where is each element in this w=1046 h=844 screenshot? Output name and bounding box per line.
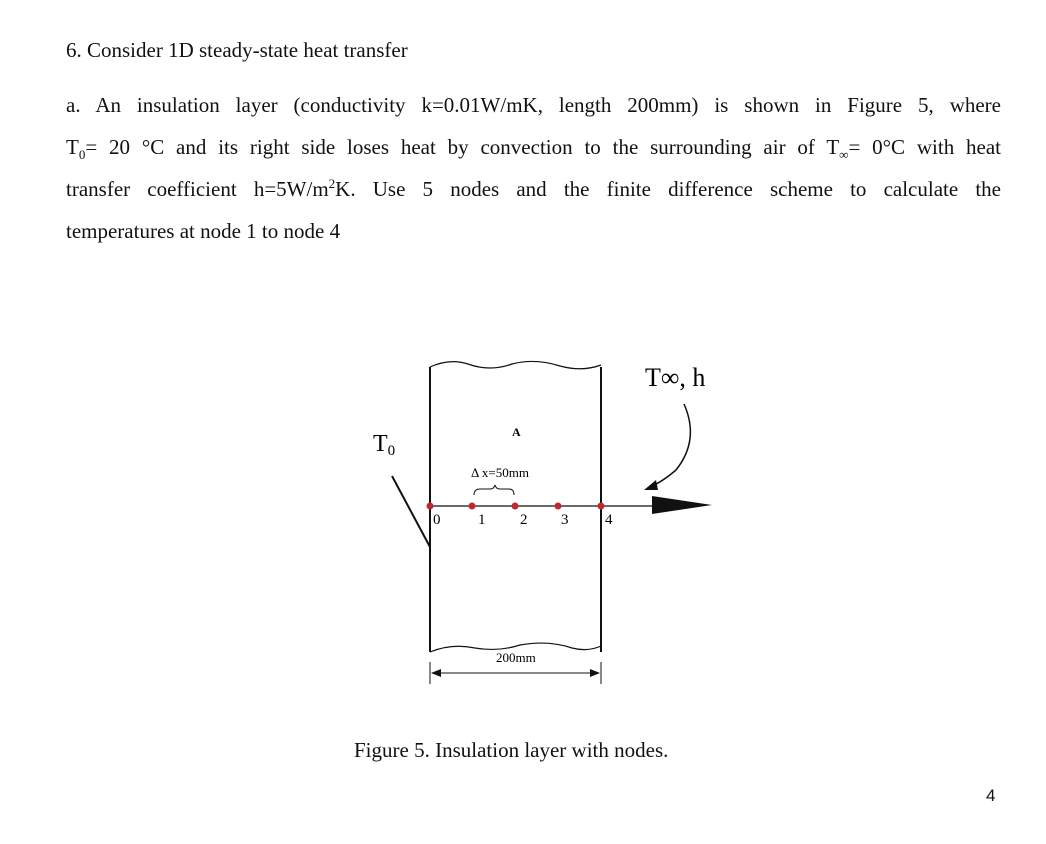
convection-arrowhead	[644, 480, 658, 490]
node-4	[598, 503, 605, 510]
line-3-start: transfer coefficient h=5W/m	[66, 177, 329, 201]
convection-label: T∞, h	[645, 363, 706, 392]
figure-caption: Figure 5. Insulation layer with nodes.	[354, 738, 669, 762]
node-label-0: 0	[433, 512, 441, 528]
line-2-end: = 0°C with heat	[848, 135, 1001, 159]
page-number: 4	[986, 786, 996, 805]
node-2	[512, 503, 519, 510]
area-label: A	[512, 425, 521, 439]
node-0	[427, 503, 434, 510]
node-label-2: 2	[520, 512, 528, 528]
squared-superscript: 2	[328, 176, 336, 191]
length-label: 200mm	[496, 650, 536, 665]
dimension-arrow-left	[431, 669, 441, 677]
node-label-3: 3	[561, 512, 569, 528]
convection-curve-arrow	[650, 404, 690, 487]
dimension-arrow-right	[590, 669, 600, 677]
t0-label: T0	[373, 431, 396, 459]
part-a-line-4: temperatures at node 1 to node 4	[66, 219, 341, 243]
node-label-1: 1	[478, 512, 486, 528]
line-3-end: K. Use 5 nodes and the finite difference scheme to calculate the	[335, 177, 1001, 201]
t0-symbol: T	[66, 135, 79, 159]
question-heading: 6. Consider 1D steady-state heat transfer	[66, 38, 408, 62]
heat-flow-arrow	[652, 496, 712, 514]
t0-pointer-line	[392, 476, 430, 547]
part-a-line-1: a. An insulation layer (conductivity k=0.01W/mK, length 200mm) is shown in Figure 5, where	[66, 93, 1001, 117]
delta-x-label: Δ x=50mm	[471, 465, 529, 480]
node-1	[469, 503, 476, 510]
delta-x-brace	[474, 485, 514, 495]
node-3	[555, 503, 562, 510]
t-inf-subscript: ∞	[839, 147, 849, 163]
node-label-4: 4	[605, 512, 613, 528]
line-2-middle: = 20 °C and its right side loses heat by convection to the surrounding air of T	[85, 135, 840, 159]
t0-subscript: 0	[78, 147, 86, 163]
top-break-line	[430, 361, 601, 368]
